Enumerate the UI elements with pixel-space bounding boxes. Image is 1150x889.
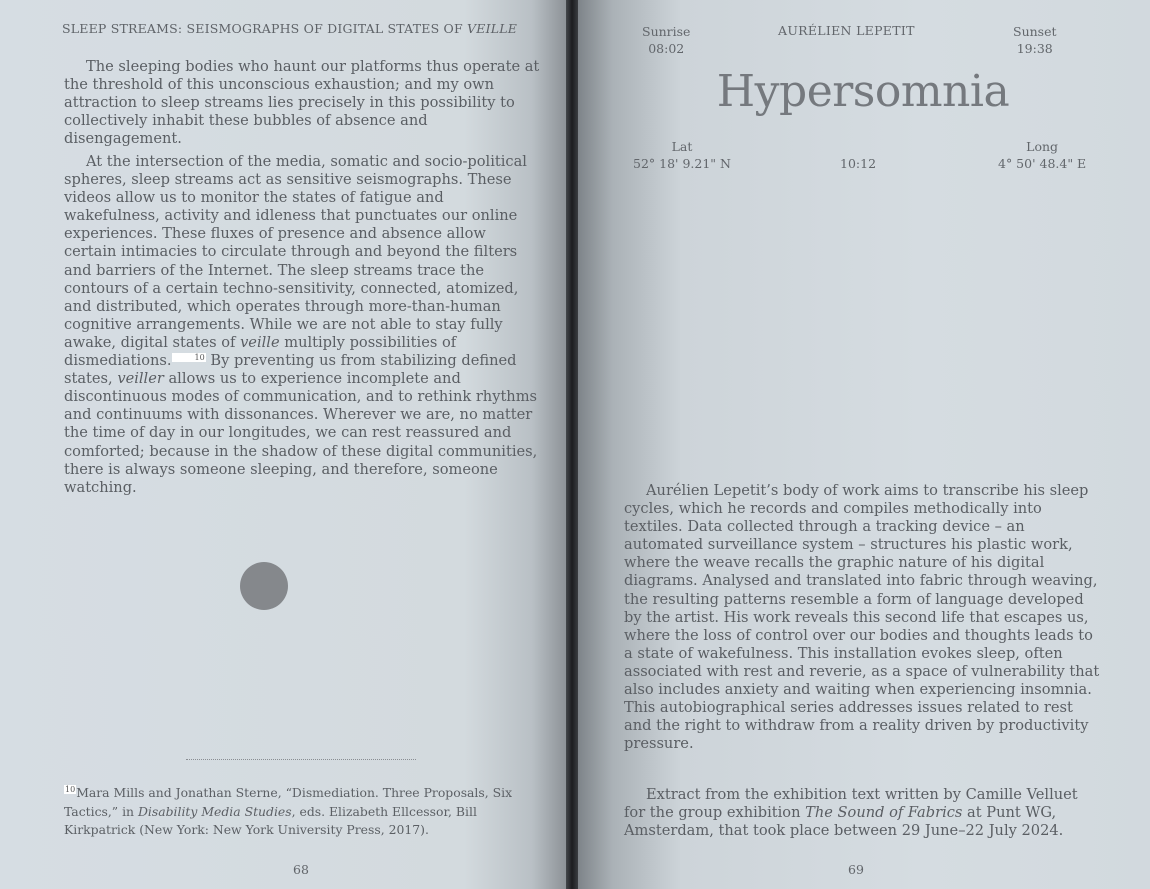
sunrise-block bbox=[642, 23, 690, 57]
running-head bbox=[62, 21, 542, 36]
page-number-right: 69 bbox=[848, 862, 864, 877]
footnote-part-2: , eds. Elizabeth Ellcessor, Bill Kirkpatrick (New York: New York University Press, 2017). bbox=[64, 803, 477, 837]
sunrise-label: Sunrise bbox=[642, 24, 691, 39]
para2-part-1: At the intersection of the media, somatic and socio-political spheres, sleep streams act as sensitive seismographs. These videos allow us to monitor the states of fatigue and wakefulness, activity and idleness that punctuates our online experiences. These fluxes of presence and absence allow certain intimacies to circulate through and beyond the filters and barriers of the Internet. The sleep streams trace the contours of a certain techno-sensitivity, connected, atomized, and distributed, which operates through more-than-human cognitive arrangements. While we are not able to stay fully awake, digital states of bbox=[64, 153, 527, 351]
running-head-italic: VEILLE bbox=[467, 21, 518, 36]
exhibition-credit-text bbox=[624, 786, 1102, 840]
longitude-block bbox=[998, 138, 1086, 172]
artist-name: AURÉLIEN LEPETIT bbox=[778, 23, 915, 38]
page-number-left: 68 bbox=[293, 862, 309, 877]
sunset-label: Sunset bbox=[1013, 24, 1057, 39]
book-gutter bbox=[566, 0, 578, 889]
sunset-block bbox=[1013, 23, 1057, 57]
left-page bbox=[0, 0, 566, 889]
footnote-marker: 10 bbox=[65, 785, 76, 794]
footnote-italic-title: Disability Media Studies bbox=[137, 803, 292, 819]
para2-part-2: multiply possibilities of dismediations. bbox=[64, 333, 457, 370]
para2-part-4: allows us to experience incomplete and discontinuous modes of communication, and to rethink rhythms and continuums with dissonances. Wherever we are, no matter the time of day in our longitudes, we can rest reassured and comforted; because in the shadow of these digital communities, there is always someone sleeping, and therefore, someone watching. bbox=[64, 370, 538, 496]
para2-part-3: By preventing us from stabilizing defined states, bbox=[64, 352, 517, 388]
latitude-block bbox=[633, 138, 731, 172]
footnote-part-1: Mara Mills and Jonathan Sterne, “Dismediation. Three Proposals, Six Tactics,” in bbox=[64, 785, 513, 819]
para2-italic-veille: veille bbox=[240, 333, 280, 351]
paragraph-1 bbox=[64, 58, 542, 148]
footnote bbox=[64, 784, 534, 840]
latitude-value: 52° 18' 9.21" N bbox=[633, 156, 731, 171]
credit-italic-exhibition: The Sound of Fabrics bbox=[805, 804, 963, 822]
sunrise-time: 08:02 bbox=[648, 41, 685, 56]
para2-italic-veiller: veiller bbox=[117, 370, 164, 388]
credit-part-1: Extract from the exhibition text written by Camille Velluet for the group exhibition bbox=[624, 786, 1078, 822]
artist-description-text: Aurélien Lepetit’s body of work aims to transcribe his sleep cycles, which he records and compiles methodically into textiles. Data collected through a tracking device – an automated surveillance system – structures his plastic work, where the weave recalls the graphic nature of his digital diagrams. Analysed and translated into fabric through weaving, the resulting patterns resemble a form of language developed by the artist. His work reveals this second life that escapes us, where the loss of control over our bodies and thoughts leads to a state of wakefulness. This installation evokes sleep, often associated with rest and reverie, as a space of vulnerability that also includes anxiety and waiting when experiencing insomnia. This autobiographical series addresses issues related to rest and the right to withdraw from a reality driven by productivity pressure. bbox=[624, 482, 1100, 753]
artist-description bbox=[624, 482, 1102, 753]
footnote-divider bbox=[186, 759, 416, 760]
footnote-reference[interactable]: 10 bbox=[172, 353, 206, 362]
credit-part-2: at Punt WG, Amsterdam, that took place between 29 June–22 July 2024. bbox=[624, 804, 1064, 840]
running-head-text: SLEEP STREAMS: SEISMOGRAPHS OF DIGITAL STATES OF bbox=[62, 21, 468, 36]
work-title: Hypersomnia bbox=[716, 66, 1010, 117]
paragraph-2-text bbox=[64, 153, 542, 497]
sunset-time: 19:38 bbox=[1016, 41, 1053, 56]
longitude-label: Long bbox=[1026, 139, 1059, 154]
exhibition-credit bbox=[624, 786, 1102, 840]
time-value: 10:12 bbox=[840, 156, 877, 171]
grey-circle-dot bbox=[240, 562, 288, 610]
paragraph-2 bbox=[64, 153, 542, 497]
longitude-value: 4° 50' 48.4" E bbox=[998, 156, 1087, 171]
latitude-label: Lat bbox=[671, 139, 693, 154]
right-page bbox=[578, 0, 1150, 889]
paragraph-1-text: The sleeping bodies who haunt our platforms thus operate at the threshold of this unconscious exhaustion; and my own attraction to sleep streams lies precisely in this possibility to collectively inhabit these bubbles of absence and disengagement. bbox=[64, 58, 540, 148]
